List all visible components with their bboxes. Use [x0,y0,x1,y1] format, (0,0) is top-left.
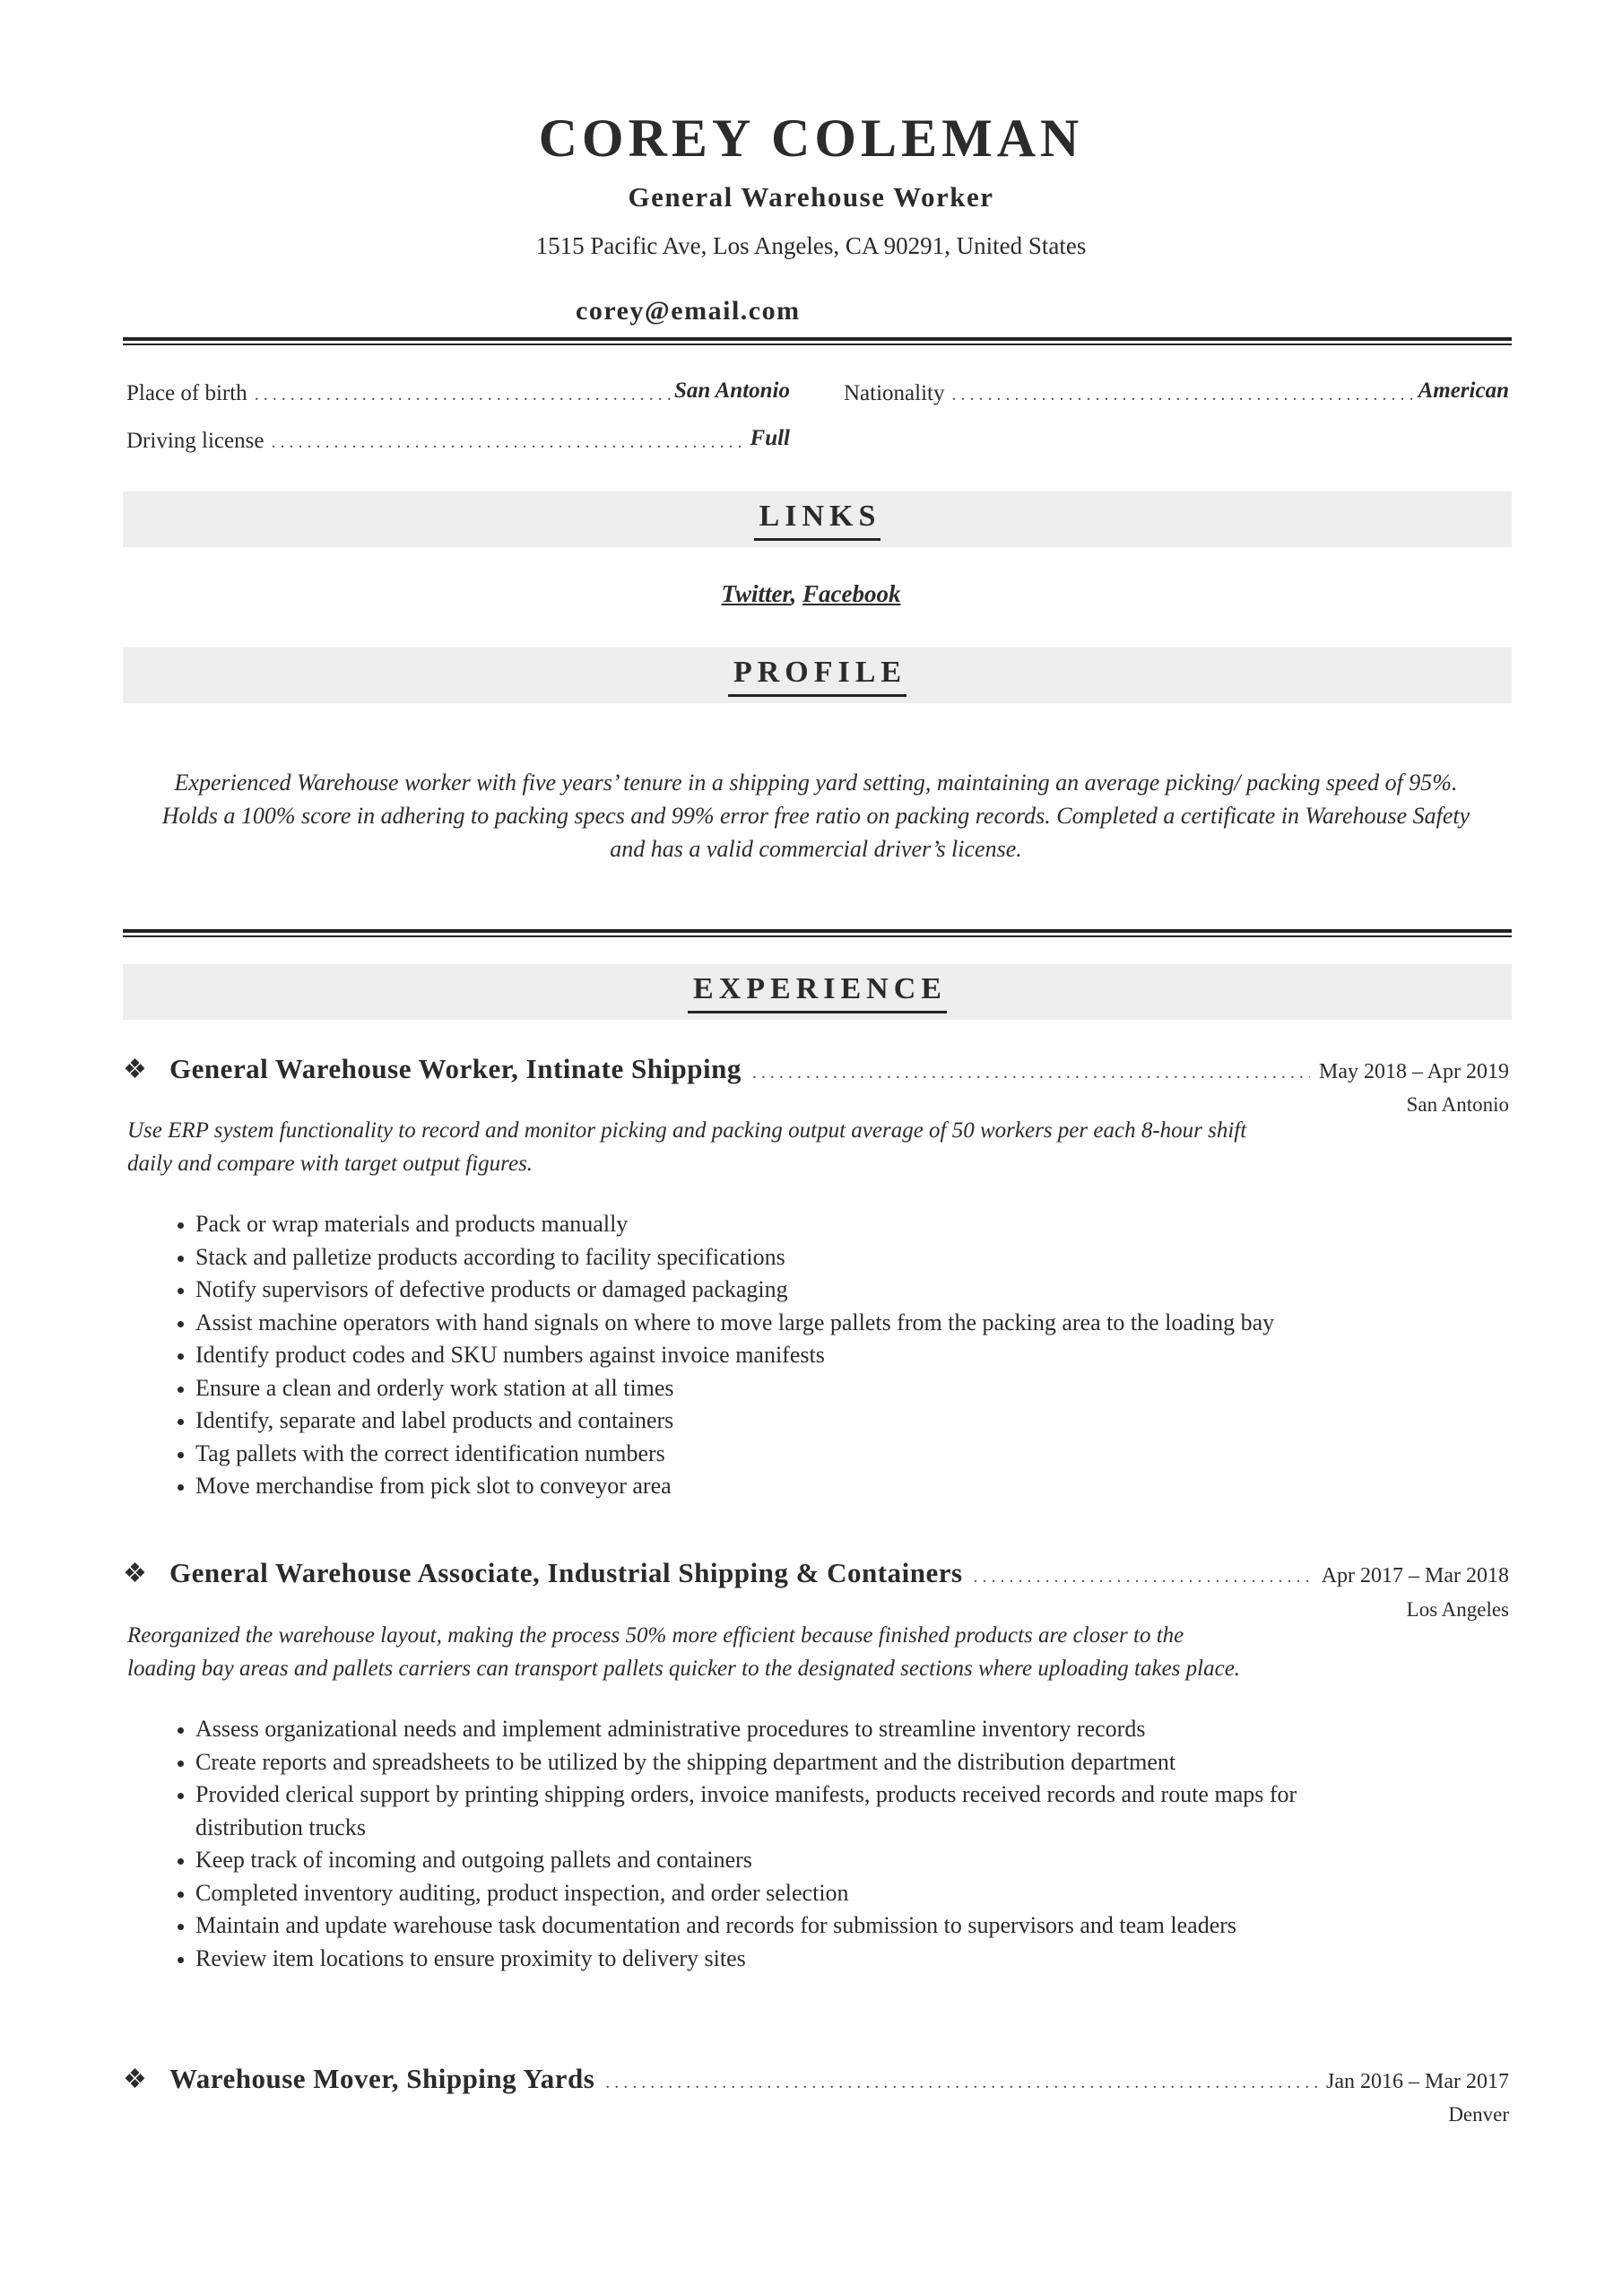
diamond-bullet-icon: ❖ [123,1559,147,1588]
profile-section-header [123,648,1512,703]
list-item: • Create reports and spreadsheets to be utilized by the shipping department and the distribution department [195,1746,1316,1779]
list-item: • Keep track of incoming and outgoing pallets and containers [195,1844,1316,1877]
profile-divider [123,929,1512,938]
list-item: • Pack or wrap materials and products manually [195,1208,1316,1241]
list-item: • Notify supervisors of defective products or damaged packaging [195,1274,1316,1307]
twitter-link[interactable]: Twitter [721,580,791,607]
leader-dots [951,379,1414,410]
job-dates: Apr 2017 – Mar 2018 [1321,1564,1509,1587]
job-title-company: General Warehouse Worker, Intinate Shipping [169,1053,742,1084]
links-section-title: LINKS [754,499,881,541]
experience-section-title: EXPERIENCE [688,971,947,1013]
job-location: Denver [1448,2103,1509,2126]
job-dates: Jan 2016 – Mar 2017 [1326,2070,1509,2093]
profile-section-title: PROFILE [728,655,906,697]
driving-license-label: Driving license [126,429,265,453]
list-item: • Tag pallets with the correct identification numbers [195,1438,1316,1471]
place-of-birth-row [126,378,790,410]
address: 1515 Pacific Ave, Los Angeles, CA 90291, United States [535,232,1087,259]
job-description: Use ERP system functionality to record and monitor picking and packing output average of 50 workers per each 8-hour shift daily and compare with target output figures. [127,1118,1247,1176]
list-item: • Assist machine operators with hand signals on where to move large pallets from the packing area to the loading bay [195,1307,1316,1340]
driving-license-value: Full [750,426,790,450]
leader-dots [255,379,671,410]
links-section-header [123,491,1512,547]
header-divider [123,337,1512,346]
job-header [123,1051,1509,1088]
facebook-link[interactable]: Facebook [802,580,901,607]
job-header [123,2061,1509,2098]
list-item: • Identify product codes and SKU numbers against invoice manifests [195,1339,1316,1372]
list-item: • Completed inventory auditing, product inspection, and order selection [195,1877,1316,1910]
job-bullet-list [127,1713,1316,1975]
leader-dots [271,427,746,457]
job-location: San Antonio [1406,1093,1509,1116]
list-item: • Move merchandise from pick slot to conveyor area [195,1470,1316,1503]
email[interactable]: corey@email.com [576,296,801,326]
job-title-company: Warehouse Mover, Shipping Yards [169,2063,595,2094]
nationality-row [844,378,1509,410]
list-item: • Stack and palletize products according to facility specifications [195,1241,1316,1274]
experience-section-header [123,964,1512,1020]
nationality-label: Nationality [844,381,945,405]
nationality-value: American [1418,378,1509,403]
diamond-bullet-icon: ❖ [123,1055,147,1084]
profile-summary: Experienced Warehouse worker with five years’ tenure in a shipping yard setting, maintaining an average picking/ packing speed of 95%. Holds a 100% score in adhering to packing specs and 99% error free ratio on packing records. Completed a certificate in Warehouse Safety and has a valid commercial driver’s license. [161,770,1470,862]
list-item: • Review item locations to ensure proximity to delivery sites [195,1943,1316,1976]
job-header [123,1555,1509,1592]
driving-license-row [126,426,790,457]
place-of-birth-label: Place of birth [126,381,247,405]
leader-dots [605,2073,1317,2093]
list-item: • Identify, separate and label products and containers [195,1405,1316,1438]
job-description: Reorganized the warehouse layout, making the process 50% more efficient because finished products are closer to the loading bay areas and pallets carriers can transport pallets quicker to the designated sections where uploading takes place. [127,1623,1241,1681]
job-dates: May 2018 – Apr 2019 [1319,1060,1509,1083]
list-item: • Assess organizational needs and implement administrative procedures to streamline inventory records [195,1713,1316,1746]
job-title: General Warehouse Worker [628,181,994,213]
leader-dots [752,1063,1310,1083]
links-separator: , [790,580,797,607]
job-title-company: General Warehouse Associate, Industrial Shipping & Containers [169,1557,963,1588]
diamond-bullet-icon: ❖ [123,2065,147,2094]
place-of-birth-value: San Antonio [673,378,790,403]
job-location: Los Angeles [1406,1598,1509,1621]
candidate-name: COREY COLEMAN [538,109,1084,168]
list-item: • Ensure a clean and orderly work station at all times [195,1372,1316,1405]
links-list [0,578,1622,610]
job-bullet-list [127,1208,1316,1503]
list-item: • Maintain and update warehouse task documentation and records for submission to supervisors and team leaders [195,1909,1316,1943]
leader-dots [974,1567,1313,1587]
list-item: • Provided clerical support by printing shipping orders, invoice manifests, products received records and route maps for distribution trucks [195,1779,1316,1844]
